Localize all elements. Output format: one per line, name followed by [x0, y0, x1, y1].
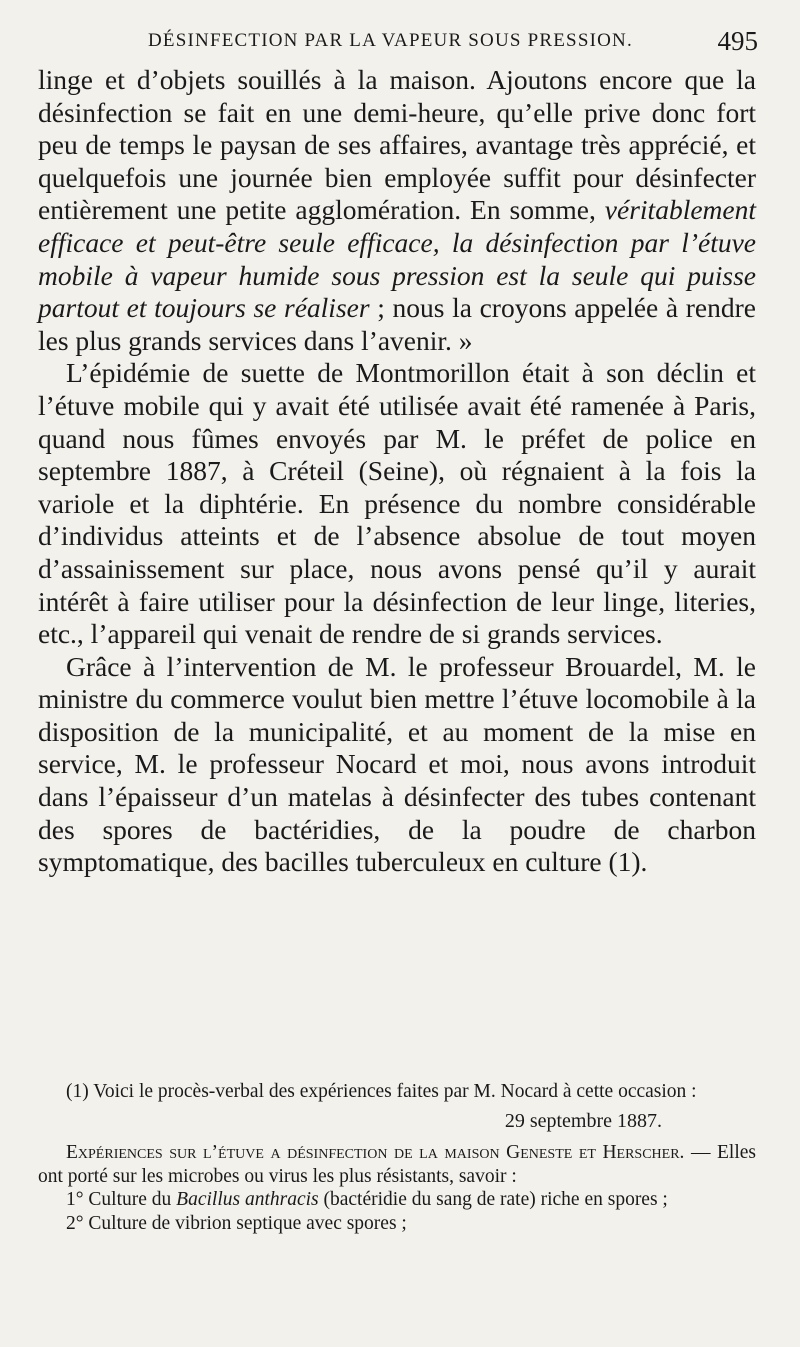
- paragraph-3: Grâce à l’intervention de M. le professeur Brouardel, M. le ministre du commerce voulut bien mettre l’étuve locomobile à la disposition de la municipalité, et au moment de la mise en service, M. le professeur Nocard et moi, nous avons introduit dans l’épaisseur d’un matelas à désinfecter des tubes contenant des spores de bactéridies, de la poudre de charbon symptomatique, des bacilles tuberculeux en culture (1).: [38, 650, 756, 878]
- footnote-item-1-start: 1° Culture du: [66, 1189, 177, 1210]
- footnote-item-1-end: (bactéridie du sang de rate) riche en spores ;: [318, 1189, 668, 1210]
- footnote-heading-title: Expériences sur l’étuve a désinfection de la maison Geneste et Herscher.: [66, 1142, 685, 1163]
- footnote-heading-rest: — Elles ont porté sur les microbes ou virus les plus résistants, savoir :: [38, 1142, 756, 1187]
- paragraph-1-text: linge et d’objets souillés à la maison. Ajoutons encore que la désinfection se fait en une demi-heure, qu’elle prive donc fort peu de temps le paysan de ses affaires, avantage très apprécié, et quelquefois une journée bien employée suffit pour désinfecter entièrement une petite agglomération. En somme,: [38, 64, 756, 226]
- footnote-item-2: 2° Culture de vibrion septique avec spores ;: [66, 1212, 407, 1234]
- paragraph-1-end: ; nous la croyons appelée à rendre les plus grands services dans l’avenir. »: [38, 292, 756, 356]
- paragraph-1: [38, 64, 756, 357]
- page-header: [0, 26, 800, 60]
- paragraph-2: L’épidémie de suette de Montmorillon était à son déclin et l’étuve mobile qui y avait été utilisée avait été ramenée à Paris, quand nous fûmes envoyés par M. le préfet de police en septembre 1887, à Créteil (Seine), où régnaient à la fois la variole et la diphtérie. En présence du nombre considérable d’individus atteints et de l’absence absolue de tout moyen d’assainissement sur place, nous avons pensé qu’il y aurait intérêt à faire utiliser pour la désinfection de leur linge, literies, etc., l’appareil qui venait de rendre de si grands services.: [38, 357, 756, 650]
- page-number: 495: [717, 26, 758, 56]
- running-title: DÉSINFECTION PAR LA VAPEUR SOUS PRESSION.: [148, 30, 633, 51]
- paragraph-1-italic: véritablement efficace et peut-être seule efficace, la désinfection par l’étuve mobile à vapeur humide sous pression est la seule qui puisse partout et toujours se réaliser: [38, 194, 756, 324]
- footnote-date: 29 septembre 1887.: [504, 1109, 662, 1132]
- footnote-item-1-italic: Bacillus anthracis: [176, 1189, 319, 1210]
- footnote-intro: (1) Voici le procès-verbal des expériences faites par M. Nocard à cette occasion :: [66, 1081, 697, 1102]
- footnote-heading: [38, 1141, 756, 1188]
- footnote: [38, 1080, 756, 1235]
- footnote-item-1: [38, 1188, 756, 1212]
- main-text: [38, 64, 756, 879]
